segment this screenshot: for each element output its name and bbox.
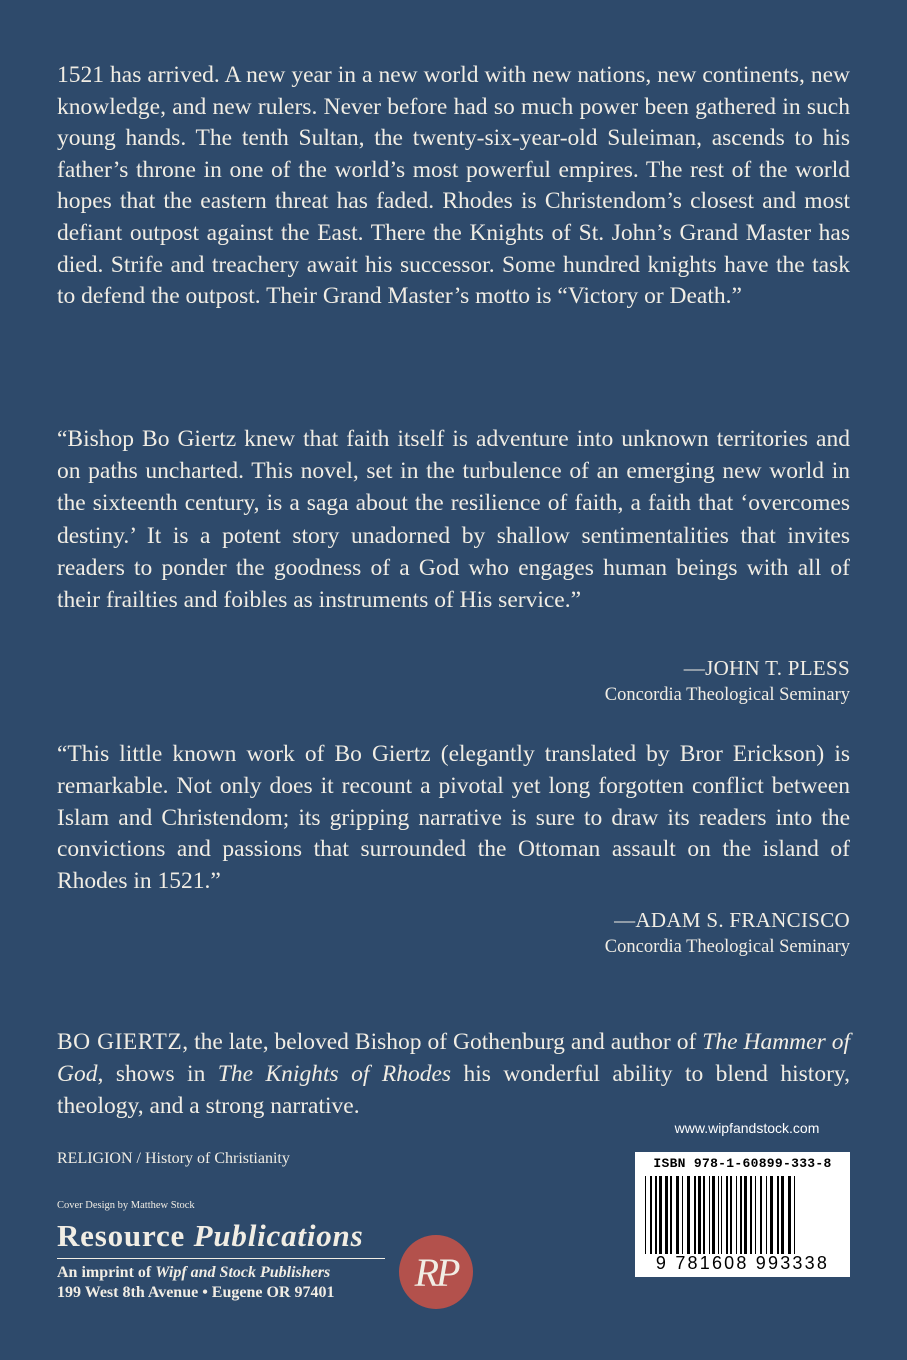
barcode-bar [770, 1176, 773, 1254]
barcode-bar [718, 1176, 719, 1254]
author-name: BO GIERTZ [57, 1029, 183, 1055]
endorsement-quote-pless: “Bishop Bo Giertz knew that faith itself is adventure into unknown territories and on paths uncharted. This novel, set in the turbulence of an emerging new world in the sixteenth century, is a saga about the resilience of faith, a faith that ‘overcomes destiny.’ It is a potent story unadorned by shallow sentimentalities that invites readers to ponder the goodness of a God who engages human beings with all of their frailties and foibles as instruments of His service.” [57, 426, 850, 614]
barcode-bar [698, 1176, 701, 1254]
publisher-logo-text: RP [414, 1249, 458, 1295]
publisher-address: 199 West 8th Avenue • Eugene OR 97401 [57, 1284, 335, 1301]
publisher-website[interactable]: www.wipfandstock.com [674, 1120, 820, 1136]
barcode-bar [760, 1176, 762, 1254]
author-bio-text: , the late, beloved Bishop of Gothenburg and author of [182, 1029, 703, 1055]
book-title-knights-of-rhodes: The Knights of Rhodes [217, 1061, 452, 1087]
endorsement-quote-francisco: “This little known work of Bo Giertz (elegantly translated by Bror Erickson) is remarkable. Not only does it recount a pivotal yet long forgotten conflict between Islam and Christendom; its gripping narrative is sure to draw its readers into the convictions and passions that surrounded the Ottoman assault on the island of Rhodes in 1521.” [57, 741, 850, 895]
barcode-bar [650, 1176, 652, 1254]
barcode-bar [682, 1176, 683, 1254]
imprint-prefix: An imprint of [57, 1264, 156, 1281]
back-cover-blurb: 1521 has arrived. A new year in a new world with new nations, new continents, new knowledge, and new rulers. Never before had so much power been gathered in such young hands. The tenth Sultan, the twenty-six-year-old Suleiman, ascends to his father’s throne in one of the world’s most powerful empires. The rest of the world hopes that the eastern threat has faded. Rhodes is Christendom’s closest and most defiant outpost against the East. There the Knights of St. John’s Grand Master has died. Strife and treachery await his successor. Some hundred knights have the task to defend the outpost. Their Grand Master’s motto is “Victory or Death.” [57, 62, 850, 310]
barcode-bar [794, 1176, 795, 1254]
barcode-bar [694, 1176, 696, 1254]
barcode-bar [777, 1176, 779, 1254]
barcode-bars [643, 1176, 842, 1254]
publisher-divider [57, 1258, 385, 1259]
publisher-name-italic: Publications [193, 1218, 364, 1253]
barcode-bar [670, 1176, 672, 1254]
subject-category: RELIGION / History of Christianity [57, 1150, 290, 1167]
barcode-bar [687, 1176, 690, 1254]
author-bio [57, 1026, 850, 1122]
barcode-bar [744, 1176, 747, 1254]
barcode-bar [730, 1176, 732, 1254]
barcode-bar [736, 1176, 737, 1254]
endorsement-attribution-pless [605, 654, 850, 708]
barcode-bar [712, 1176, 715, 1254]
barcode-bar [645, 1176, 646, 1254]
barcode-bar [781, 1176, 784, 1254]
book-title-hammer-of-god: The Hammer of God [57, 1029, 850, 1087]
barcode-bar [703, 1176, 705, 1254]
barcode-bar [655, 1176, 657, 1254]
author-bio-text: , shows in [97, 1061, 218, 1087]
publisher-logo [399, 1235, 473, 1309]
publisher-imprint [57, 1263, 387, 1283]
publisher-name [57, 1216, 387, 1256]
barcode-bar [709, 1176, 710, 1254]
barcode-digits: 9 781608 993338 [655, 1253, 830, 1273]
endorser-name: —ADAM S. FRANCISCO [614, 908, 850, 932]
endorsement-attribution-francisco [605, 906, 850, 960]
barcode-bar [788, 1176, 791, 1254]
author-bio-text: his wonderful ability to blend history, theology, and a strong narrative. [57, 1061, 850, 1119]
endorser-affiliation: Concordia Theological Seminary [604, 685, 850, 705]
barcode-bar [755, 1176, 756, 1254]
publisher-name-plain: Resource [57, 1218, 186, 1253]
barcode-bar [740, 1176, 742, 1254]
endorser-affiliation: Concordia Theological Seminary [604, 937, 850, 957]
publisher-block [57, 1216, 387, 1303]
imprint-name: Wipf and Stock Publishers [155, 1264, 331, 1281]
isbn-label: ISBN 978-1-60899-333-8 [653, 1156, 832, 1171]
barcode-bar [750, 1176, 752, 1254]
isbn-barcode [635, 1152, 850, 1277]
barcode-bar [766, 1176, 767, 1254]
barcode-bar [726, 1176, 728, 1254]
barcode-bar [721, 1176, 722, 1254]
barcode-bar [659, 1176, 662, 1254]
barcode-bar [665, 1176, 668, 1254]
cover-design-credit: Cover Design by Matthew Stock [57, 1200, 195, 1211]
endorser-name: —JOHN T. PLESS [683, 656, 850, 680]
barcode-bar [676, 1176, 679, 1254]
